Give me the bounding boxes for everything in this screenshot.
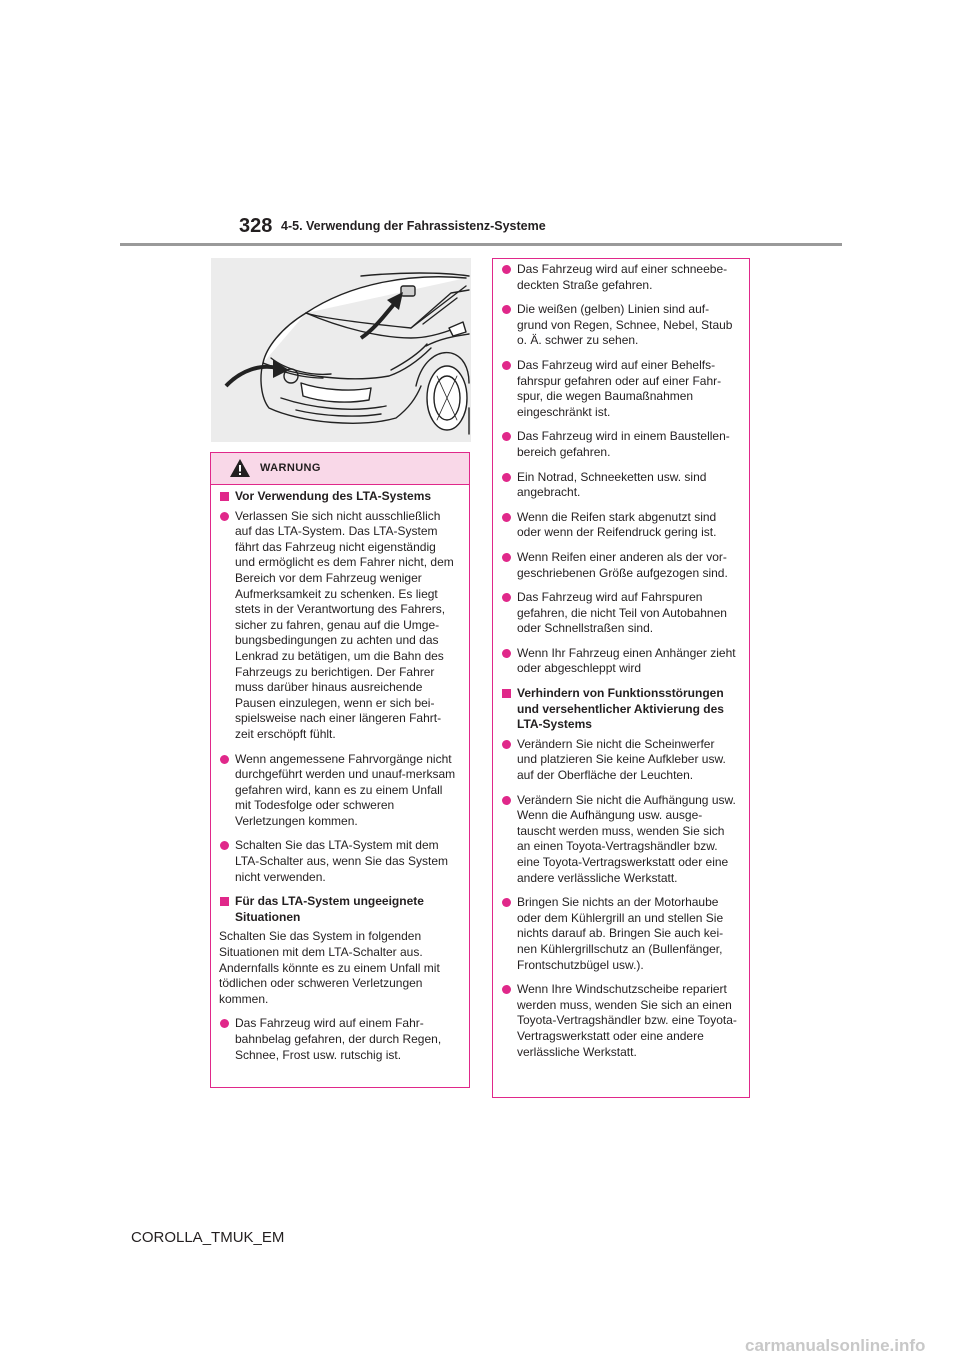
list-item (501, 262, 737, 293)
heading-text: Für das LTA-System ungeeignete Situationen (235, 894, 424, 924)
section-title: 4-5. Verwendung der Fahrassistenz-Systeme (281, 219, 546, 233)
list-item (501, 895, 737, 973)
list-item-text: Verlassen Sie sich nicht ausschließlich auf das LTA-System. Das LTA-System fährt das Fahrzeug nicht eigenständig und ermöglicht es dem Fahrer nicht, dem Bereich vor dem Fahrzeug weniger Aufmerksamkeit zu schenken. Es liegt stets in der Verantwortung des Fahrers, sicher zu fahren, genau auf die Umge-bungsbedingungen zu achten und das Lenkrad zu betätigen, um die Bahn des Fahrzeugs zu berichtigen. Der Fahrer muss darüber hinaus ausreichende Pausen einzulegen, wenn er sich bei-spielsweise nach einer längeren Fahrt-zeit erschöpft fühlt. (235, 508, 454, 741)
bullet-dot-icon (502, 649, 511, 658)
car-front-illustration (211, 258, 471, 442)
header-divider (120, 243, 842, 246)
list-item (219, 752, 457, 830)
list-item (501, 302, 737, 349)
bullet-dot-icon (502, 740, 511, 749)
list-item-text: Die weißen (gelben) Linien sind auf-grund von Regen, Schnee, Nebel, Staub o. Ä. schwer zu sehen. (517, 302, 733, 348)
warning-title: WARNUNG (260, 462, 321, 474)
list-item-text: Schalten Sie das LTA-System mit dem LTA-Schalter aus, wenn Sie das System nicht verwenden. (235, 838, 448, 884)
list-item-text: Das Fahrzeug wird auf einem Fahr-bahnbelag gefahren, der durch Regen, Schnee, Frost usw. rutschig ist. (235, 1016, 442, 1062)
bullet-dot-icon (220, 512, 229, 521)
heading-prevent-malfunction (501, 686, 737, 733)
bullet-dot-icon (502, 513, 511, 522)
heading-before-use (219, 489, 457, 505)
square-bullet-icon (220, 897, 229, 906)
bullet-dot-icon (502, 553, 511, 562)
square-bullet-icon (220, 492, 229, 501)
list-item (501, 982, 737, 1060)
bullet-dot-icon (502, 432, 511, 441)
square-bullet-icon (502, 689, 511, 698)
list-item (501, 550, 737, 581)
list-item-text: Wenn Reifen einer anderen als der vor-geschriebenen Größe aufgezogen sind. (517, 549, 728, 580)
list-item (501, 358, 737, 420)
list-item-text: Ein Notrad, Schneeketten usw. sind angebracht. (517, 469, 707, 500)
list-item (501, 646, 737, 677)
list-item-text: Wenn angemessene Fahrvorgänge nicht durchgeführt werden und unauf-merksam gefahren wird, kann es zu einem Unfall mit Todesfolge oder schweren Verletzungen kommen. (235, 751, 456, 828)
heading-text: Vor Verwendung des LTA-Systems (235, 489, 432, 503)
car-sensor-icon (211, 258, 471, 442)
bullet-dot-icon (502, 361, 511, 370)
warning-continuation-box (492, 258, 750, 1098)
list-item-text: Das Fahrzeug wird auf einer schneebe-deckten Straße gefahren. (517, 262, 728, 292)
heading-text: Verhindern von Funktionsstörungen und versehentlicher Aktivierung des LTA-Systems (517, 686, 724, 732)
list-item-text: Wenn Ihr Fahrzeug einen Anhänger zieht oder abgeschleppt wird (517, 645, 736, 676)
bullet-dot-icon (502, 898, 511, 907)
warning-triangle-icon (229, 458, 251, 478)
list-item (501, 793, 737, 887)
bullet-dot-icon (502, 796, 511, 805)
warning-header (211, 453, 469, 485)
page-number: 328 (239, 215, 273, 237)
list-item (501, 470, 737, 501)
list-item-text: Wenn Ihre Windschutzscheibe repariert werden muss, wenden Sie sich an einen Toyota-Vertragshändler bzw. eine Toyota-Vertragswerkstatt oder eine andere verlässliche Werkstatt. (517, 982, 737, 1059)
list-item (501, 510, 737, 541)
list-item-text: Das Fahrzeug wird in einem Baustellen-bereich gefahren. (517, 429, 730, 459)
list-item (219, 1016, 457, 1063)
list-item-text: Bringen Sie nichts an der Motorhaube oder dem Kühlergrill an und stellen Sie nichts darauf ab. Bringen Sie auch kei-nen Kühlergrillschutz an (Bullenfänger, Frontschutzbügel usw.). (517, 895, 724, 972)
bullet-dot-icon (502, 473, 511, 482)
list-item-text: Verändern Sie nicht die Aufhängung usw. Wenn die Aufhängung usw. ausge-tauscht werden muss, wenden Sie sich an einen Toyota-Vertragshändler bzw. eine Toyota-Vertragswerkstatt oder eine andere verlässliche Werkstatt. (517, 792, 736, 885)
document-code: COROLLA_TMUK_EM (131, 1229, 285, 1246)
list-item (219, 838, 457, 885)
bullet-dot-icon (502, 985, 511, 994)
bullet-dot-icon (502, 305, 511, 314)
bullet-dot-icon (502, 265, 511, 274)
paragraph: Schalten Sie das System in folgenden Situationen mit dem LTA-Schalter aus. Andernfalls könnte es zu einem Unfall mit tödlichen oder schweren Verletzungen kommen. (219, 929, 440, 1006)
bullet-dot-icon (220, 755, 229, 764)
list-item-text: Wenn die Reifen stark abgenutzt sind oder wenn der Reifendruck gering ist. (517, 509, 717, 540)
bullet-dot-icon (220, 841, 229, 850)
warning-content (211, 485, 469, 1063)
list-item (501, 737, 737, 784)
warning-box (210, 452, 470, 1088)
heading-unsuitable-situations (219, 894, 457, 925)
bullet-dot-icon (220, 1019, 229, 1028)
list-item (219, 509, 457, 743)
bullet-dot-icon (502, 593, 511, 602)
watermark: carmanualsonline.info (745, 1336, 926, 1355)
list-item-text: Verändern Sie nicht die Scheinwerfer und platzieren Sie keine Aufkleber usw. auf der Oberfläche der Leuchten. (517, 736, 726, 783)
list-item-text: Das Fahrzeug wird auf Fahrspuren gefahren, die nicht Teil von Autobahnen oder Schnellstraßen sind. (517, 590, 727, 636)
list-item (501, 590, 737, 637)
list-item (501, 429, 737, 460)
list-item-text: Das Fahrzeug wird auf einer Behelfs-fahrspur gefahren oder auf einer Fahr-spur, die wegen Baumaßnahmen eingeschränkt ist. (517, 357, 722, 419)
continuation-content (493, 259, 749, 1060)
